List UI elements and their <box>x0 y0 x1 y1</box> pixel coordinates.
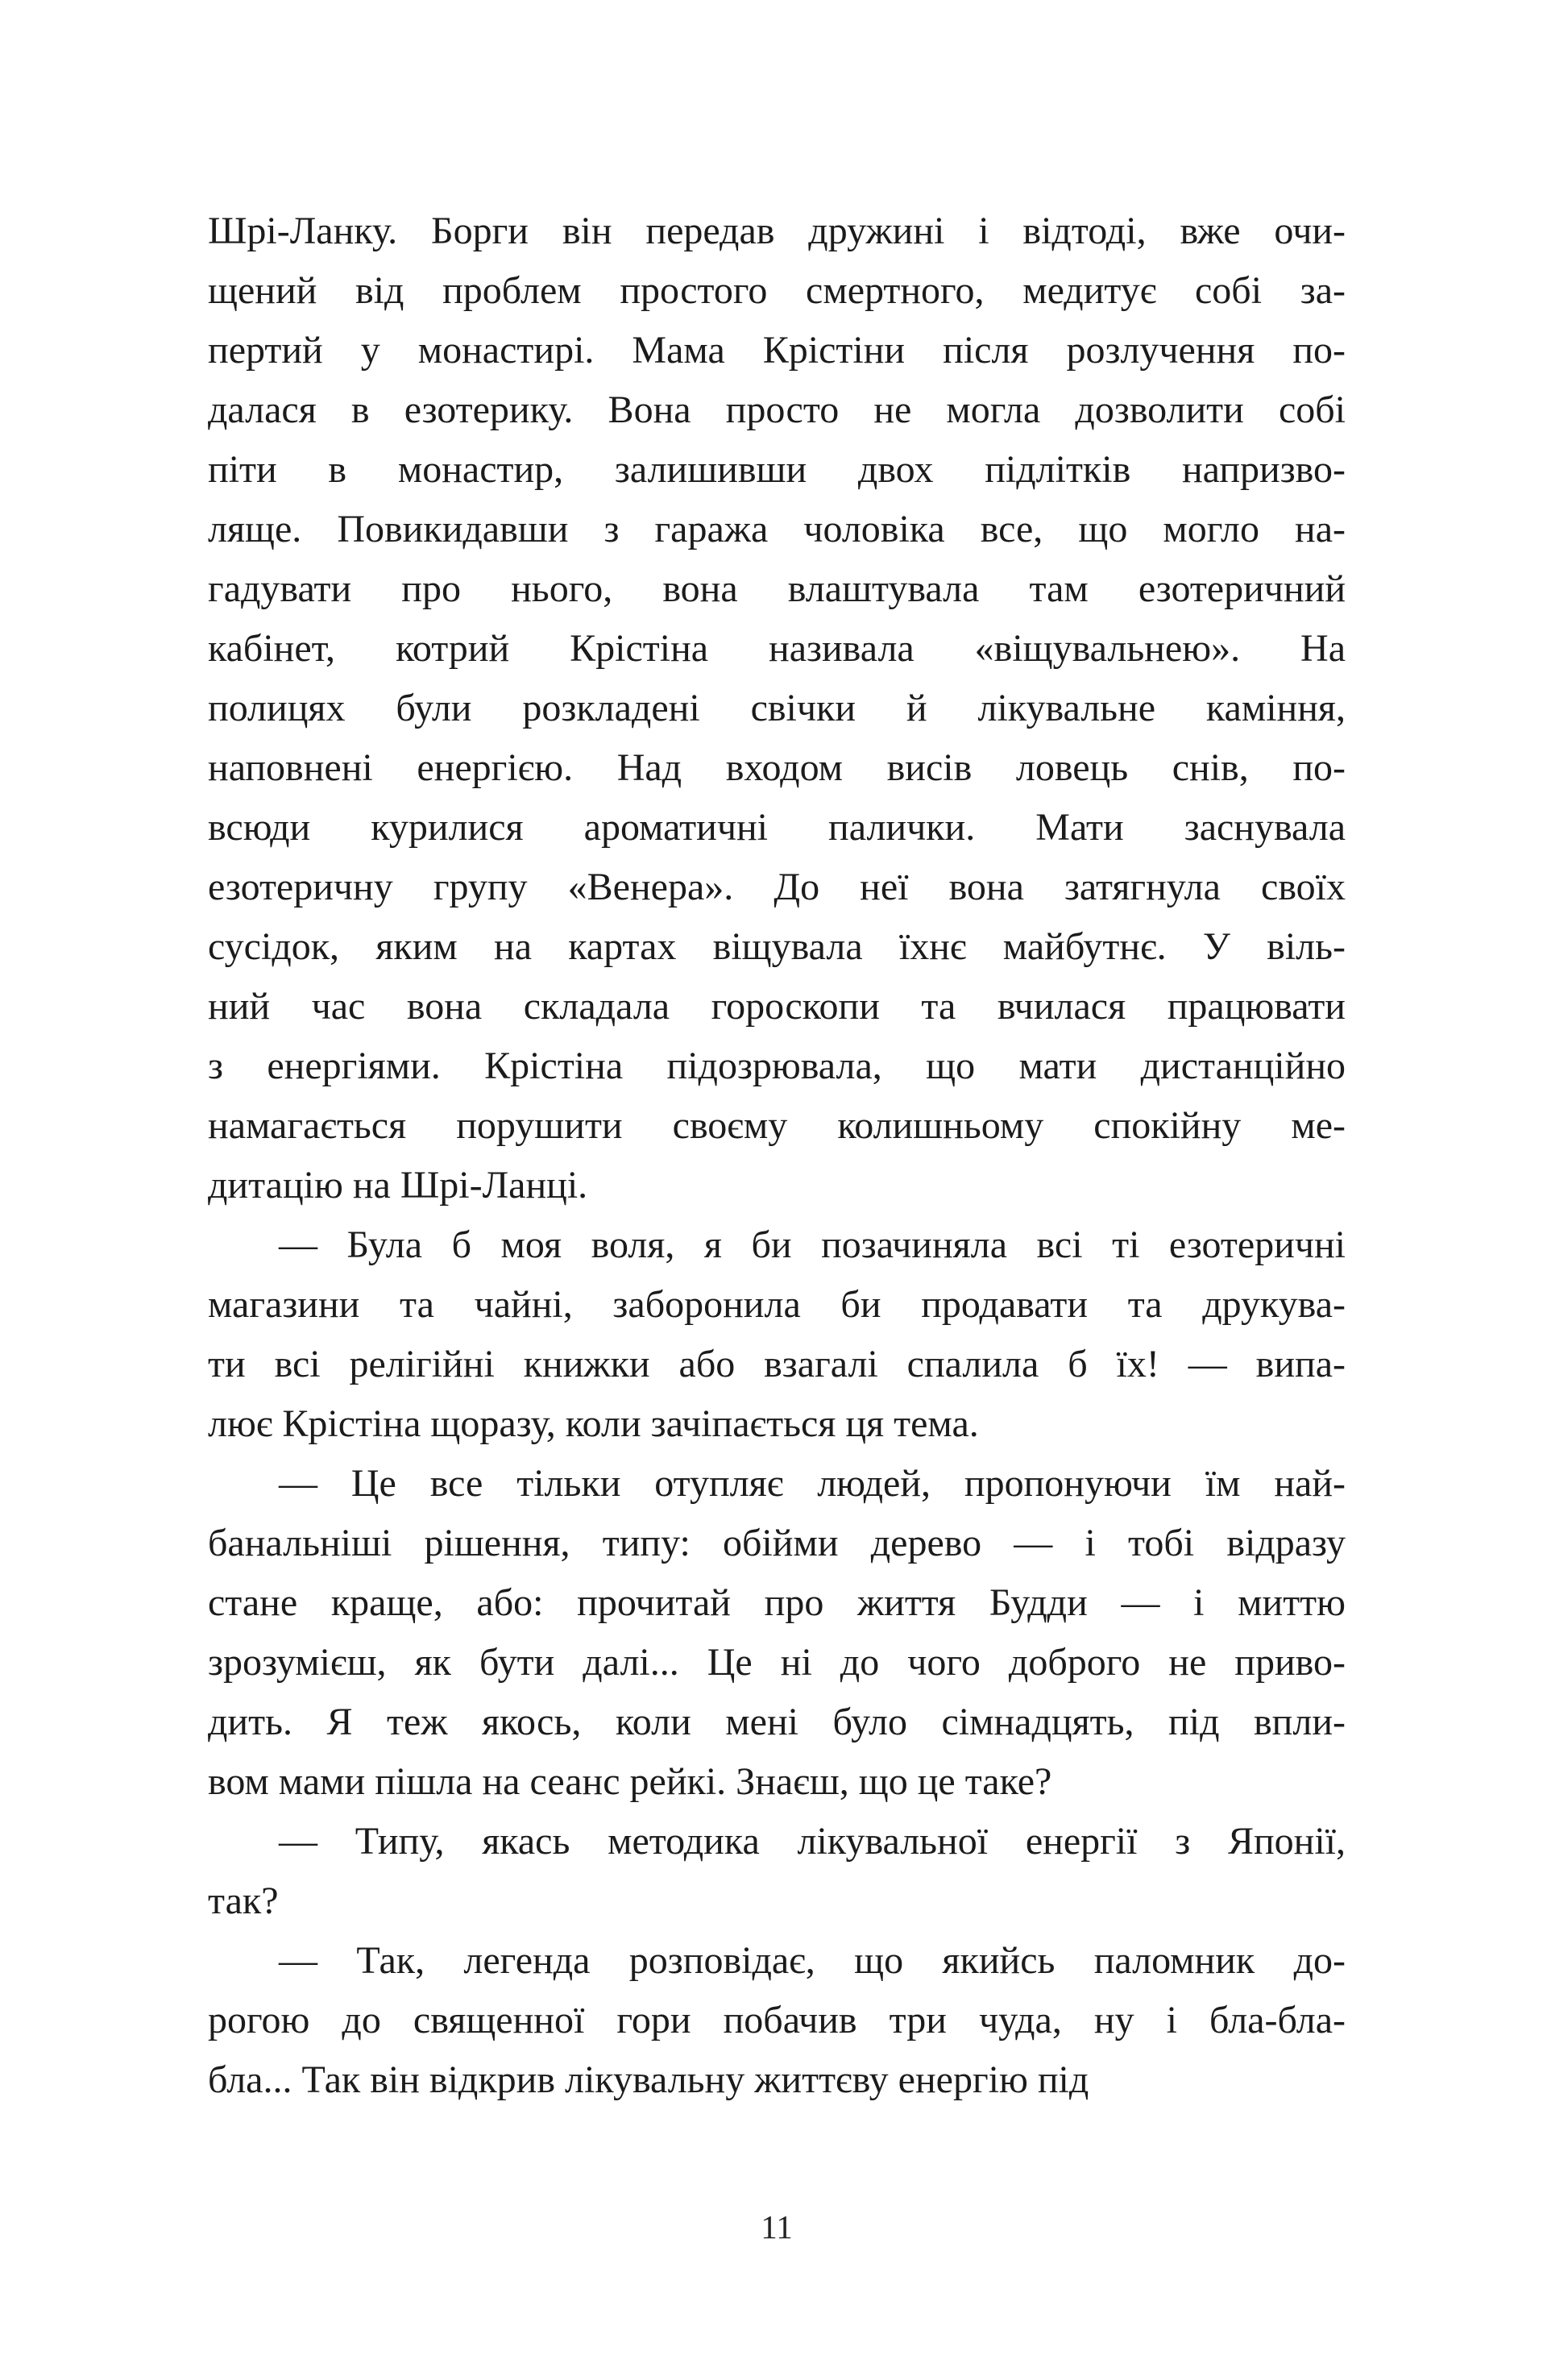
text-line: — Це все тільки отупляє людей, пропонуючи їм най- <box>279 1462 1346 1505</box>
text-line: всюди курилися ароматичні палички. Мати заснувала <box>208 806 1346 849</box>
text-line: так? <box>208 1879 279 1922</box>
text-line: наповнені енергією. Над входом висів ловець снів, по- <box>208 746 1346 789</box>
text-line: полицях були розкладені свічки й лікувальне каміння, <box>208 687 1346 729</box>
text-line: піти в монастир, залишивши двох підлітків напризво- <box>208 448 1346 491</box>
text-block <box>208 201 1346 2110</box>
text-line: — Була б моя воля, я би позачиняла всі ті езотеричні <box>279 1223 1346 1266</box>
text-line: далася в езотерику. Вона просто не могла дозволити собі <box>208 388 1346 431</box>
text-line: лює Крістіна щоразу, коли зачіпається ця тема. <box>208 1402 979 1445</box>
text-line: зрозумієш, як бути далі... Це ні до чого доброго не приво- <box>208 1641 1346 1684</box>
text-line: з енергіями. Крістіна підозрювала, що мати дистанційно <box>208 1045 1346 1087</box>
text-line: — Так, легенда розповідає, що якийсь паломник до- <box>279 1939 1346 1982</box>
text-line: ляще. Повикидавши з гаража чоловіка все, що могло на- <box>208 508 1346 550</box>
text-line: пертий у монастирі. Мама Крістіни після розлучення по- <box>208 329 1346 372</box>
text-line: магазини та чайні, заборонила би продавати та друкува- <box>208 1283 1346 1326</box>
text-line: дить. Я теж якось, коли мені було сімнадцять, під впли- <box>208 1701 1346 1743</box>
text-line: бла... Так він відкрив лікувальну життєву енергію під <box>208 2058 1089 2101</box>
text-line: — Типу, якась методика лікувальної енергії з Японії, <box>279 1820 1346 1863</box>
page-number: 11 <box>761 2208 793 2245</box>
text-line: банальніші рішення, типу: обійми дерево — і тобі відразу <box>208 1522 1346 1564</box>
text-line: сусідок, яким на картах віщувала їхнє майбутнє. У віль- <box>208 925 1346 968</box>
text-line: дитацію на Шрі-Ланці. <box>208 1164 588 1207</box>
text-line: гадувати про нього, вона влаштувала там езотеричний <box>208 567 1346 610</box>
text-line: стане краще, або: прочитай про життя Будди — і миттю <box>208 1581 1346 1624</box>
text-line: вом мами пішла на сеанс рейкі. Знаєш, що це таке? <box>208 1760 1052 1803</box>
text-line: ти всі релігійні книжки або взагалі спалила б їх! — випа- <box>208 1343 1346 1385</box>
text-line: Шрі-Ланку. Борги він передав дружині і відтоді, вже очи- <box>208 210 1346 252</box>
text-line: кабінет, котрий Крістіна називала «віщувальнею». На <box>208 627 1346 670</box>
text-line: ний час вона складала гороскопи та вчилася працювати <box>208 985 1346 1028</box>
text-line: рогою до священної гори побачив три чуда, ну і бла-бла- <box>208 1999 1346 2041</box>
text-line: намагається порушити своєму колишньому спокійну ме- <box>208 1104 1346 1147</box>
text-line: езотеричну групу «Венера». До неї вона затягнула своїх <box>208 866 1346 908</box>
text-line: щений від проблем простого смертного, медитує собі за- <box>208 269 1346 312</box>
